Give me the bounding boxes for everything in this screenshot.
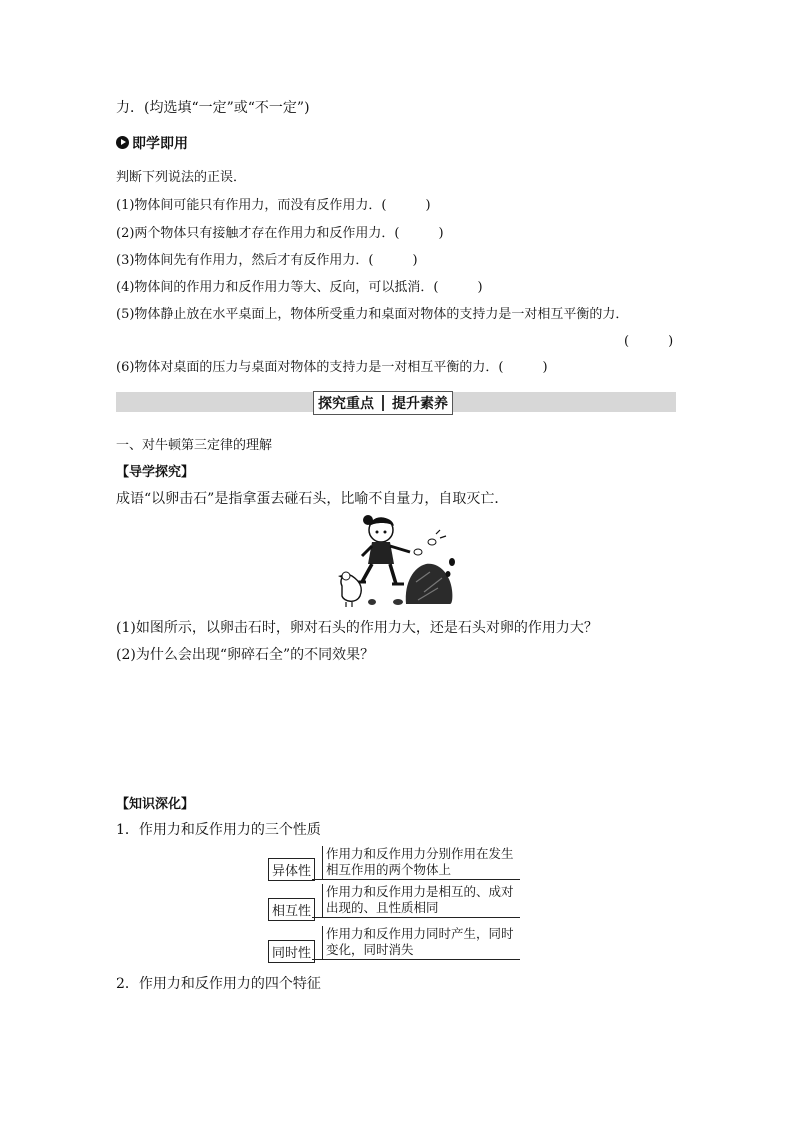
guide-label: 【导学探究】 — [116, 465, 195, 480]
practice-prompt: 判断下列说法的正误． — [116, 170, 247, 185]
deepening-label: 【知识深化】 — [116, 797, 195, 812]
deepening-heading-1: 1．作用力和反作用力的三个性质 — [116, 822, 321, 838]
practice-item-5: (5)物体静止放在水平桌面上，物体所受重力和桌面对物体的支持力是一对相互平衡的力． — [116, 307, 629, 322]
property-desc-1 — [326, 846, 514, 878]
property-desc-1-line2: 相互作用的两个物体上 — [326, 862, 452, 877]
section-banner-divider — [382, 395, 384, 411]
property-bracket-3 — [322, 926, 323, 959]
part1-title: 一、对牛顿第三定律的理解 — [116, 438, 273, 453]
person-body — [368, 542, 394, 564]
property-desc-3-line1: 作用力和反作用力同时产生，同时 — [326, 926, 514, 941]
practice-item-3: (3)物体间先有作用力，然后才有反作用力．( ) — [116, 253, 418, 268]
section-banner-right: 提升素养 — [392, 396, 448, 412]
deepening-heading-2: 2．作用力和反作用力的四个特征 — [116, 976, 321, 992]
egg-rock-illustration — [334, 512, 464, 608]
property-underline-2 — [312, 917, 520, 918]
property-bracket-2 — [322, 884, 323, 917]
practice-item-6: (6)物体对桌面的压力与桌面对物体的支持力是一对相互平衡的力．( ) — [116, 360, 548, 375]
property-box-3: 同时性 — [268, 940, 315, 963]
practice-heading — [116, 133, 188, 153]
property-desc-1-line1: 作用力和反作用力分别作用在发生 — [326, 846, 514, 861]
property-bracket-1 — [322, 846, 323, 879]
question-2: (2)为什么会出现“卵碎石全”的不同效果？ — [116, 647, 375, 663]
practice-item-2: (2)两个物体只有接触才存在作用力和反作用力．( ) — [116, 226, 444, 241]
section-banner-left: 探究重点 — [318, 396, 374, 412]
property-box-2: 相互性 — [268, 898, 315, 921]
practice-item-5-bracket: ( ) — [624, 334, 674, 349]
property-desc-2-line2: 出现的、且性质相同 — [326, 900, 439, 915]
property-desc-2 — [326, 884, 514, 916]
practice-heading-label: 即学即用 — [132, 136, 188, 152]
idiom-text: 成语“以卵击石”是指拿蛋去碰石头，比喻不自量力，自取灭亡． — [116, 491, 509, 507]
intro-tail-text: 力．(均选填“一定”或“不一定”) — [116, 100, 310, 116]
property-underline-3 — [312, 959, 520, 960]
rock — [406, 564, 453, 604]
practice-item-1: (1)物体间可能只有作用力，而没有反作用力．( ) — [116, 198, 431, 213]
property-desc-3 — [326, 926, 514, 958]
property-desc-3-line2: 变化，同时消失 — [326, 942, 414, 957]
property-box-1: 异体性 — [268, 858, 315, 881]
property-desc-2-line1: 作用力和反作用力是相互的、成对 — [326, 884, 514, 899]
section-banner — [313, 391, 453, 415]
question-1: (1)如图所示，以卵击石时，卵对石头的作用力大，还是石头对卵的作用力大？ — [116, 620, 598, 636]
practice-item-4: (4)物体间的作用力和反作用力等大、反向，可以抵消．( ) — [116, 280, 483, 295]
property-underline-1 — [312, 879, 520, 880]
play-triangle-icon — [116, 136, 129, 149]
